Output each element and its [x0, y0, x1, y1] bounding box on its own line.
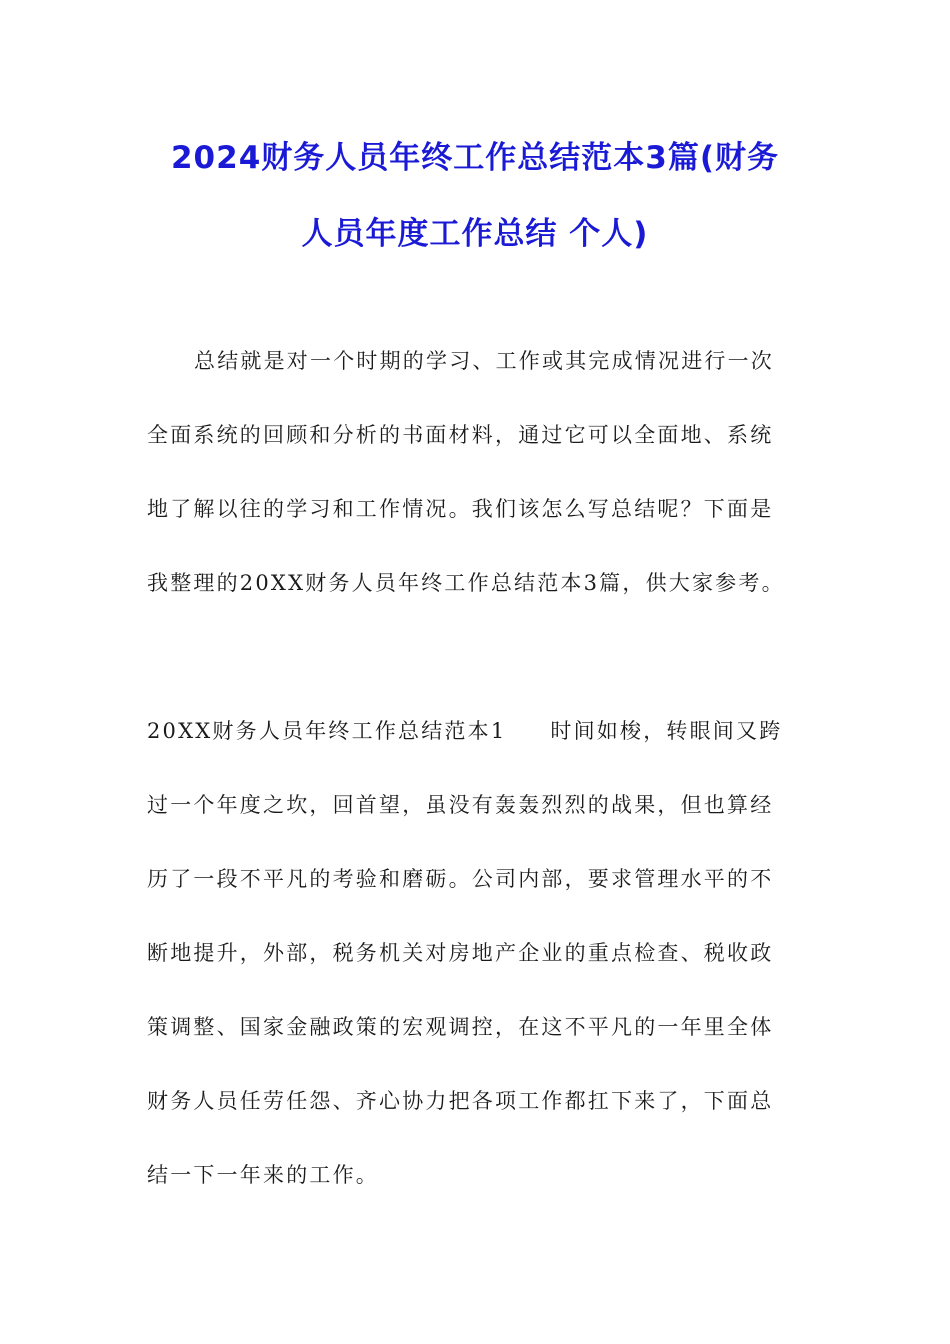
section-line-5: 策调整、国家金融政策的宏观调控，在这不平凡的一年里全体 — [147, 1015, 774, 1039]
intro-paragraph-line-3: 地了解以往的学习和工作情况。我们该怎么写总结呢？下面是 — [147, 497, 774, 521]
intro-paragraph-line-2: 全面系统的回顾和分析的书面材料，通过它可以全面地、系统 — [147, 423, 774, 447]
section-line-4: 断地提升，外部，税务机关对房地产企业的重点检查、税收政 — [147, 941, 774, 965]
document-title-line-1: 2024财务人员年终工作总结范本3篇(财务 — [170, 140, 779, 176]
section-line-2: 过一个年度之坎，回首望，虽没有轰轰烈烈的战果，但也算经 — [147, 793, 774, 817]
section-line-1-text: 时间如梭，转眼间又跨 — [550, 719, 783, 743]
intro-paragraph-line-1: 总结就是对一个时期的学习、工作或其完成情况进行一次 — [194, 349, 774, 373]
section-line-3: 历了一段不平凡的考验和磨砺。公司内部，要求管理水平的不 — [147, 867, 774, 891]
intro-paragraph-line-4: 我整理的20XX财务人员年终工作总结范本3篇，供大家参考。 — [147, 571, 785, 595]
section-heading: 20XX财务人员年终工作总结范本1 — [147, 719, 507, 743]
section-line-6: 财务人员任劳任怨、齐心协力把各项工作都扛下来了，下面总 — [147, 1089, 774, 1113]
section-first-line — [147, 716, 807, 746]
section-line-7: 结一下一年来的工作。 — [147, 1163, 379, 1187]
document-title-line-2: 人员年度工作总结 个人) — [301, 216, 649, 252]
